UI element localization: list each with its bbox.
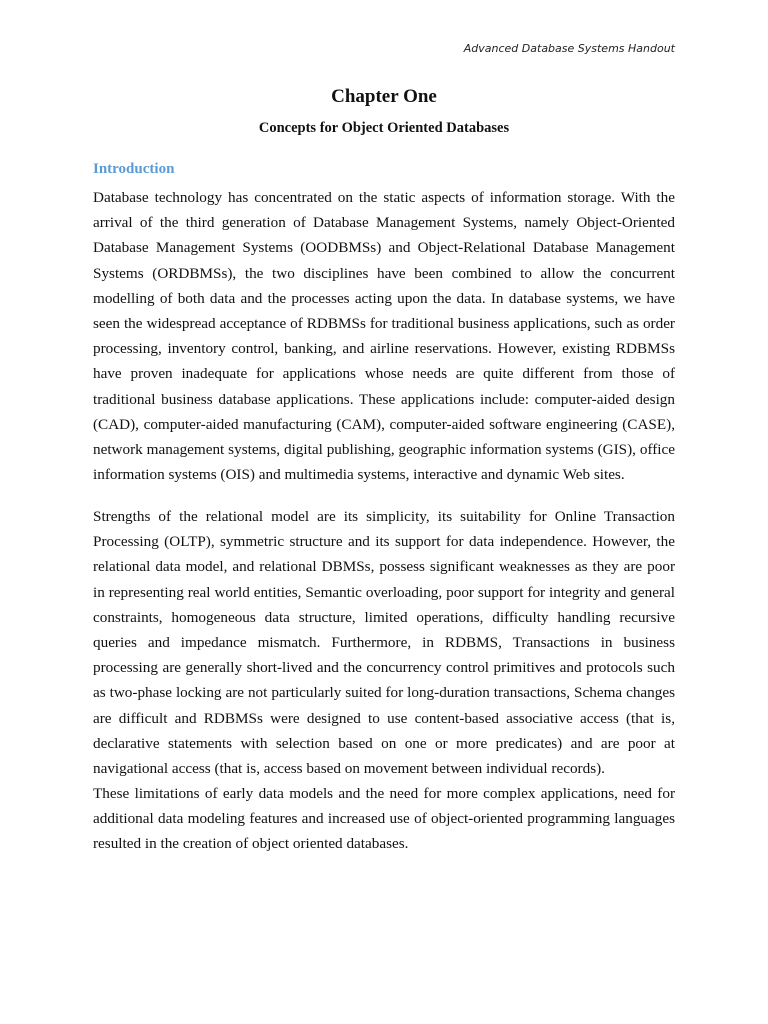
chapter-subtitle: Concepts for Object Oriented Databases: [258, 120, 510, 136]
running-header: Advanced Database Systems Handout: [463, 42, 675, 55]
chapter-title: Chapter One: [331, 86, 437, 107]
section-heading-introduction: Introduction: [93, 161, 175, 177]
paragraph-limitations: These limitations of early data models and the need for more complex applications, need for additional data modeling features and increased use of object-oriented programming languages resulted in the creation of object oriented databases.: [93, 785, 675, 853]
paragraph-intro: Database technology has concentrated on the static aspects of information storage. With the arrival of the third generation of Database Management Systems, namely Object-Oriented Database Management Systems (OODBMSs) and Object-Relational Database Management Systems (ORDBMSs), the two disciplines have been combined to allow the concurrent modelling of both data and the processes acting upon the data. In database systems, we have seen the widespread acceptance of RDBMSs for traditional business applications, such as order processing, inventory control, banking, and airline reservations. However, existing RDBMSs have proven inadequate for applications whose needs are quite different from those of traditional business database applications. These applications include: computer-aided design (CAD), computer-aided manufacturing (CAM), computer-aided software engineering (CASE), network management systems, digital publishing, geographic information systems (GIS), office information systems (OIS) and multimedia systems, interactive and dynamic Web sites.: [93, 189, 675, 484]
paragraph-relational-strengths: Strengths of the relational model are its simplicity, its suitability for Online Transaction Processing (OLTP), symmetric structure and its support for data independence. However, the relational data model, and relational DBMSs, possess significant weaknesses as they are poor in representing real world entities, Semantic overloading, poor support for integrity and general constraints, homogeneous data structure, limited operations, difficulty handling recursive queries and impedance mismatch. Furthermore, in RDBMS, Transactions in business processing are generally short-lived and the concurrency control primitives and protocols such as two-phase locking are not particularly suited for long-duration transactions, Schema changes are difficult and RDBMSs were designed to use content-based associative access (that is, declarative statements with selection based on one or more predicates) and are poor at navigational access (that is, access based on movement between individual records).: [93, 508, 675, 778]
